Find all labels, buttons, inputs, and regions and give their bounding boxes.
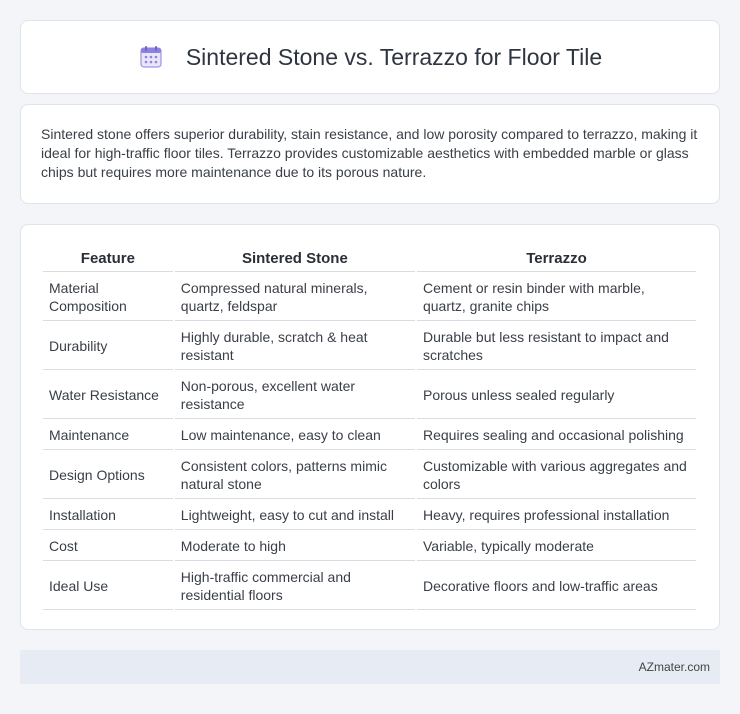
terrazzo-cell: Customizable with various aggregates and colors [417, 452, 696, 499]
comparison-table [41, 245, 698, 612]
terrazzo-cell: Heavy, requires professional installation [417, 501, 696, 530]
terrazzo-cell: Cement or resin binder with marble, quartz, granite chips [417, 274, 696, 321]
feature-cell: Maintenance [43, 421, 173, 450]
sintered-stone-cell: Highly durable, scratch & heat resistant [175, 323, 415, 370]
calendar-icon [138, 44, 164, 70]
feature-cell: Installation [43, 501, 173, 530]
intro-paragraph: Sintered stone offers superior durability, stain resistance, and low porosity compared to terrazzo, making it ideal for high-traffic floor tiles. Terrazzo provides customizable aesthetics with embedded marble or glass chips but requires more maintenance due to its porous nature. [41, 126, 698, 180]
table-row [43, 323, 696, 370]
table-row [43, 421, 696, 450]
title-row [138, 44, 602, 71]
table-row [43, 274, 696, 321]
column-header-terrazzo: Terrazzo [417, 247, 696, 272]
feature-cell: Durability [43, 323, 173, 370]
table-row [43, 372, 696, 419]
column-header-sintered-stone: Sintered Stone [175, 247, 415, 272]
table-row [43, 532, 696, 561]
title-card [20, 20, 720, 94]
terrazzo-cell: Requires sealing and occasional polishing [417, 421, 696, 450]
table-row [43, 501, 696, 530]
sintered-stone-cell: Compressed natural minerals, quartz, feldspar [175, 274, 415, 321]
terrazzo-cell: Variable, typically moderate [417, 532, 696, 561]
feature-cell: Cost [43, 532, 173, 561]
feature-cell: Water Resistance [43, 372, 173, 419]
sintered-stone-cell: Moderate to high [175, 532, 415, 561]
table-header-row [43, 247, 696, 272]
column-header-feature: Feature [43, 247, 173, 272]
terrazzo-cell: Durable but less resistant to impact and scratches [417, 323, 696, 370]
feature-cell: Material Composition [43, 274, 173, 321]
feature-cell: Ideal Use [43, 563, 173, 610]
table-row [43, 452, 696, 499]
comparison-table-card [20, 224, 720, 630]
intro-card [20, 104, 720, 204]
page-title: Sintered Stone vs. Terrazzo for Floor Tile [185, 43, 603, 70]
table-row [43, 563, 696, 610]
feature-cell: Design Options [43, 452, 173, 499]
terrazzo-cell: Decorative floors and low-traffic areas [417, 563, 696, 610]
footer-bar [20, 650, 720, 684]
sintered-stone-cell: Low maintenance, easy to clean [175, 421, 415, 450]
sintered-stone-cell: High-traffic commercial and residential floors [175, 563, 415, 610]
sintered-stone-cell: Non-porous, excellent water resistance [175, 372, 415, 419]
footer-brand: AZmater.com [638, 660, 710, 674]
sintered-stone-cell: Lightweight, easy to cut and install [175, 501, 415, 530]
sintered-stone-cell: Consistent colors, patterns mimic natural stone [175, 452, 415, 499]
terrazzo-cell: Porous unless sealed regularly [417, 372, 696, 419]
